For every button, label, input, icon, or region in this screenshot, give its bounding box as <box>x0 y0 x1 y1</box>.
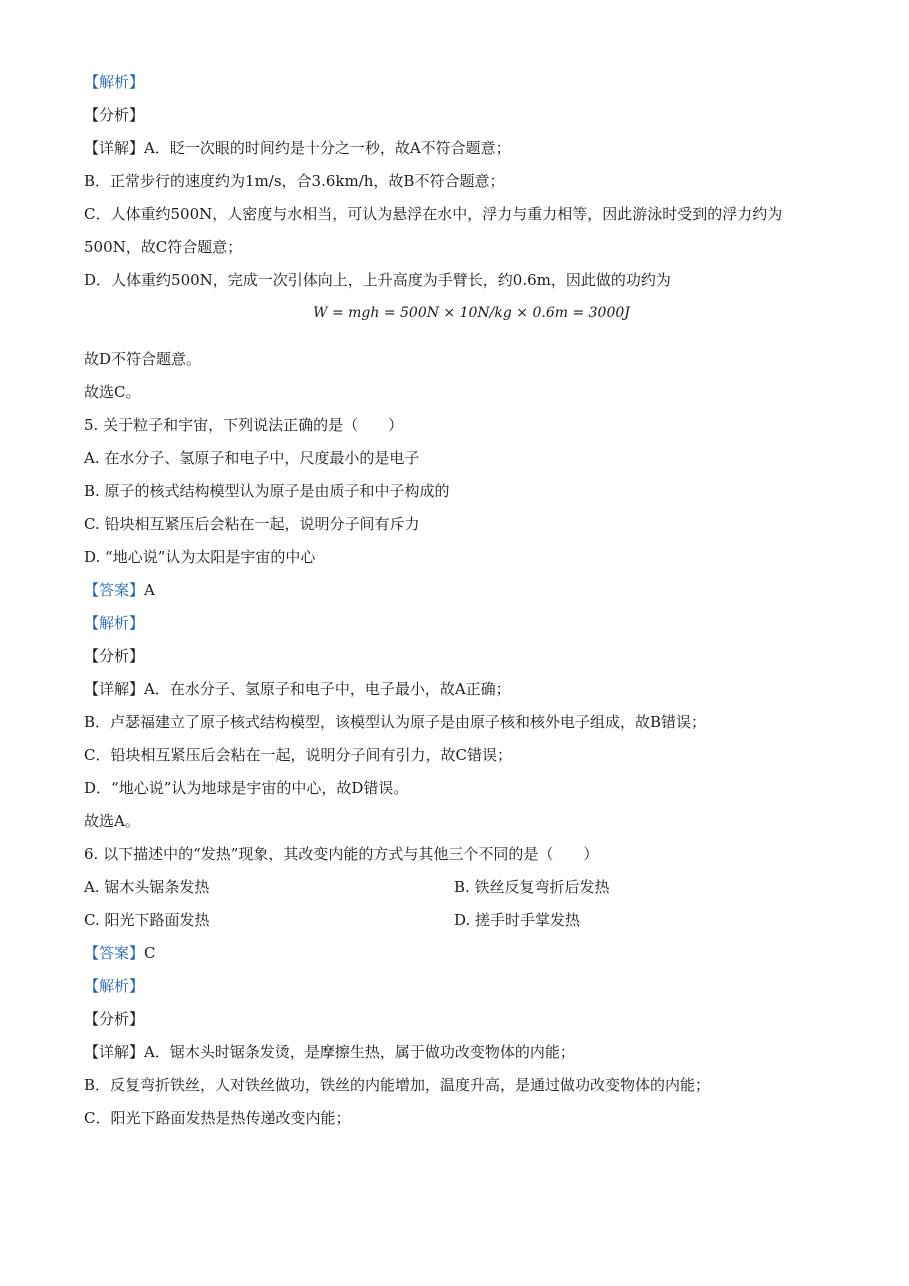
q6-options <box>84 877 829 930</box>
text-line: 【分析】 <box>84 647 145 665</box>
work-formula: W = mgh = 500N × 10N/kg × 0.6m = 3000J <box>313 305 630 321</box>
answer-tag: 【答案】 <box>84 944 145 962</box>
option-item: C. 阳光下路面发热 <box>84 911 210 929</box>
answer-value: C <box>144 944 156 962</box>
answer-line <box>84 943 829 963</box>
option-item: A. 锯木头锯条发热 <box>84 878 210 896</box>
text-line: A. 在水分子、氢原子和电子中，尺度最小的是电子 <box>84 449 420 467</box>
option-item: D. 搓手时手掌发热 <box>454 911 581 929</box>
option-item: B. 铁丝反复弯折后发热 <box>454 878 610 896</box>
text-line: B．正常步行的速度约为1m/s，合3.6km/h，故B不符合题意； <box>84 172 505 190</box>
option-row <box>84 877 829 897</box>
text-line: 故选A。 <box>84 812 140 830</box>
section-analysis-q6 <box>84 943 829 1128</box>
text-line: C．铅块相互紧压后会粘在一起，说明分子间有引力，故C错误； <box>84 746 512 764</box>
text-line: 【分析】 <box>84 106 145 124</box>
text-line: C. 铅块相互紧压后会粘在一起，说明分子间有斥力 <box>84 515 420 533</box>
option-row <box>84 910 829 930</box>
text-line: C．人体重约500N，人密度与水相当，可认为悬浮在水中，浮力与重力相等，因此游泳时受到的浮力约为 <box>84 205 783 223</box>
text-line: 故D不符合题意。 <box>84 350 202 368</box>
text-line: B．卢瑟福建立了原子核式结构模型，该模型认为原子是由原子核和核外电子组成，故B错误； <box>84 713 707 731</box>
text-line: 500N，故C符合题意； <box>84 238 243 256</box>
text-line: B. 原子的核式结构模型认为原子是由质子和中子构成的 <box>84 482 450 500</box>
text-line: 故选C。 <box>84 383 141 401</box>
section-q5 <box>84 349 829 864</box>
text-line: 6. 以下描述中的“发热”现象，其改变内能的方式与其他三个不同的是（ ） <box>84 845 599 863</box>
text-line: 【详解】A．眨一次眼的时间约是十分之一秒，故A不符合题意； <box>84 139 511 157</box>
text-line: 【详解】A．锯木头时锯条发烫，是摩擦生热，属于做功改变物体的内能； <box>84 1043 575 1061</box>
text-line: C．阳光下路面发热是热传递改变内能； <box>84 1109 351 1127</box>
section-tag: 【解析】 <box>84 977 145 995</box>
section-tag: 【解析】 <box>84 614 145 632</box>
document-page <box>84 72 829 1141</box>
text-line: D．“地心说”认为地球是宇宙的中心，故D错误。 <box>84 779 409 797</box>
text-line: 【分析】 <box>84 1010 145 1028</box>
text-line: 【详解】A．在水分子、氢原子和电子中，电子最小，故A正确； <box>84 680 511 698</box>
section-analysis-q4 <box>84 72 829 290</box>
answer-tag: 【答案】 <box>84 581 145 599</box>
text-line: D．人体重约500N，完成一次引体向上，上升高度为手臂长，约0.6m，因此做的功约为 <box>84 271 671 289</box>
text-line: B．反复弯折铁丝，人对铁丝做功，铁丝的内能增加，温度升高，是通过做功改变物体的内能； <box>84 1076 711 1094</box>
text-line: 5. 关于粒子和宇宙，下列说法正确的是（ ） <box>84 416 404 434</box>
text-line: D. “地心说”认为太阳是宇宙的中心 <box>84 548 316 566</box>
answer-line <box>84 580 829 600</box>
answer-value: A <box>144 581 155 599</box>
section-tag: 【解析】 <box>84 73 145 91</box>
